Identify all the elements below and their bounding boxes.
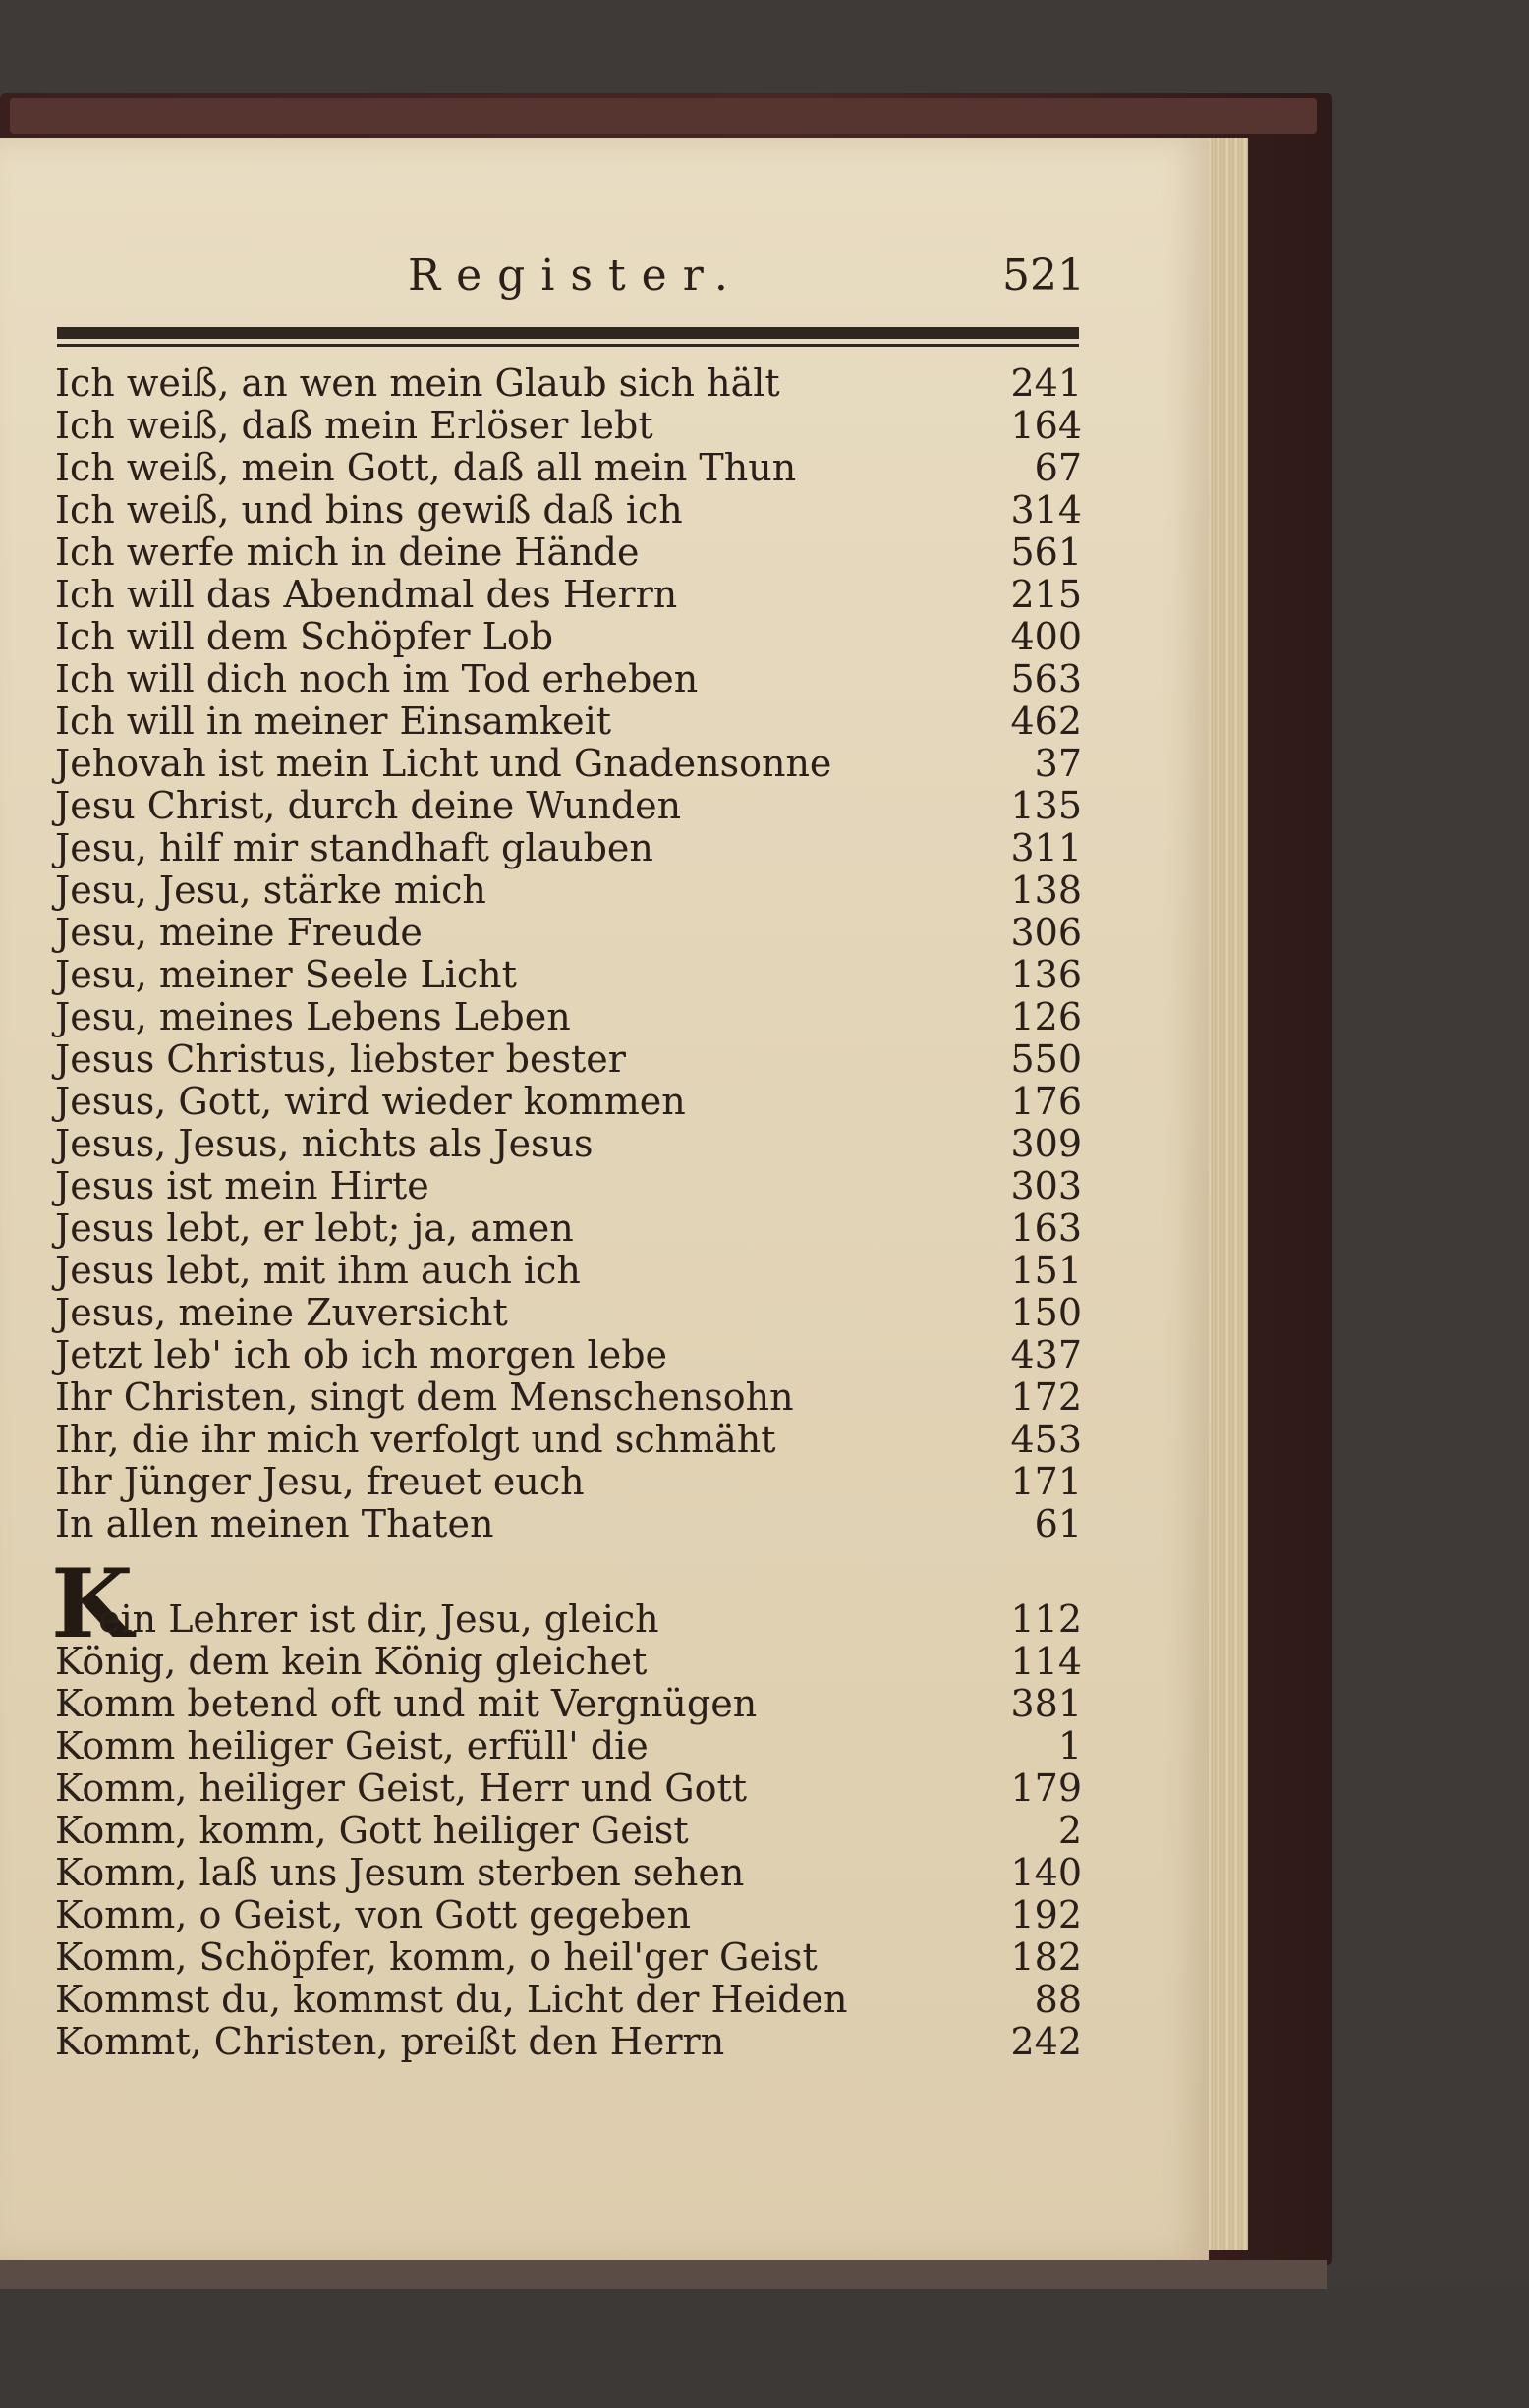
entry-page: 453 (1010, 1418, 1082, 1461)
entry-page: 176 (1010, 1080, 1082, 1123)
entry-page: 311 (1010, 826, 1082, 869)
entry-page: 126 (1010, 995, 1082, 1038)
entry-title: Jehovah ist mein Licht und Gnadensonne (55, 742, 832, 785)
page-number: 521 (1002, 251, 1085, 301)
entry-page: 67 (1034, 446, 1082, 489)
entry-title: Ich will in meiner Einsamkeit (55, 700, 611, 743)
index-entry (55, 953, 1082, 996)
entry-title: Ich weiß, an wen mein Glaub sich hält (55, 362, 780, 405)
index-entry (55, 1766, 1082, 1810)
index-entry (55, 1375, 1082, 1419)
header-rule (57, 327, 1079, 339)
entry-title: Jesu, meine Freude (55, 911, 423, 954)
index-entry (55, 1809, 1082, 1852)
entry-page: 550 (1010, 1037, 1082, 1081)
entry-page: 1 (1057, 1724, 1082, 1767)
background (0, 2289, 1529, 2408)
running-title: Register. (408, 251, 744, 301)
entry-page: 136 (1010, 953, 1082, 996)
index-entry (55, 404, 1082, 447)
index-entry (55, 1333, 1082, 1376)
entry-title: Jesus Christus, liebster bester (55, 1037, 626, 1081)
entry-title: Kommt, Christen, preißt den Herrn (55, 2020, 725, 2063)
index-entry (55, 446, 1082, 489)
index-entry (55, 1206, 1082, 1250)
index-entry (55, 784, 1082, 827)
index-entry (55, 531, 1082, 574)
index-entry (55, 1851, 1082, 1894)
entry-title: Komm, Schöpfer, komm, o heil'ger Geist (55, 1935, 818, 1979)
entry-page: 114 (1010, 1640, 1082, 1683)
index-entry (55, 1597, 1082, 1641)
entry-page: 241 (1010, 362, 1082, 405)
index-entry (55, 911, 1082, 954)
entry-title: Jesu Christ, durch deine Wunden (55, 784, 682, 827)
index-entry (55, 1080, 1082, 1123)
entry-page: 138 (1010, 868, 1082, 912)
index-entry (55, 1460, 1082, 1503)
index-entry (55, 657, 1082, 700)
index-entry (55, 362, 1082, 405)
entry-title: In allen meinen Thaten (55, 1502, 494, 1545)
entry-title: Komm, o Geist, von Gott gegeben (55, 1893, 692, 1936)
entry-page: 135 (1010, 784, 1082, 827)
index-entry (55, 488, 1082, 532)
entry-title: Ihr, die ihr mich verfolgt und schmäht (55, 1418, 776, 1461)
entry-title: König, dem kein König gleichet (55, 1640, 648, 1683)
entry-title: Jesus, Gott, wird wieder kommen (55, 1080, 686, 1123)
entry-page: 462 (1010, 700, 1082, 743)
entry-page: 151 (1010, 1249, 1082, 1292)
entry-page: 437 (1010, 1333, 1082, 1376)
entry-title: ein Lehrer ist dir, Jesu, gleich (98, 1597, 659, 1641)
entry-page: 140 (1010, 1851, 1082, 1894)
index-entry (55, 1418, 1082, 1461)
entry-title: Ihr Christen, singt dem Menschensohn (55, 1375, 794, 1419)
index-entry (55, 2020, 1082, 2063)
entry-page: 2 (1057, 1809, 1082, 1852)
cover-top-edge (10, 98, 1317, 134)
entry-title: Ich will dich noch im Tod erheben (55, 657, 699, 700)
entry-page: 88 (1034, 1978, 1082, 2021)
index-entry (55, 700, 1082, 743)
entry-title: Komm betend oft und mit Vergnügen (55, 1682, 758, 1725)
entry-title: Komm, komm, Gott heiliger Geist (55, 1809, 689, 1852)
entry-title: Ich weiß, und bins gewiß daß ich (55, 488, 683, 532)
entry-title: Jesus, Jesus, nichts als Jesus (55, 1122, 594, 1165)
entry-title: Komm, laß uns Jesum sterben sehen (55, 1851, 745, 1894)
entry-page: 561 (1010, 531, 1082, 574)
entry-title: Jesu, meiner Seele Licht (55, 953, 517, 996)
entry-title: Ich weiß, daß mein Erlöser lebt (55, 404, 653, 447)
entry-title: Jesus, meine Zuversicht (55, 1291, 508, 1334)
index-entry (55, 573, 1082, 616)
entry-title: Jesus lebt, er lebt; ja, amen (55, 1206, 574, 1250)
index-entry (55, 1502, 1082, 1545)
entry-title: Jesu, meines Lebens Leben (55, 995, 571, 1038)
index-entry (55, 1978, 1082, 2021)
index-entry (55, 1037, 1082, 1081)
entry-page: 164 (1010, 404, 1082, 447)
entry-page: 37 (1034, 742, 1082, 785)
book-bottom-edge (0, 2260, 1327, 2289)
entry-title: Ich werfe mich in deine Hände (55, 531, 640, 574)
index-entry (55, 1935, 1082, 1979)
entry-page: 400 (1010, 615, 1082, 658)
index-entry (55, 1724, 1082, 1767)
index-entry (55, 742, 1082, 785)
entry-page: 192 (1010, 1893, 1082, 1936)
header-rule-thin (57, 344, 1079, 347)
index-entry (55, 1640, 1082, 1683)
index-entry (55, 615, 1082, 658)
index-entry (55, 995, 1082, 1038)
entry-title: Jetzt leb' ich ob ich morgen lebe (55, 1333, 668, 1376)
entry-title: Komm, heiliger Geist, Herr und Gott (55, 1766, 748, 1810)
entry-page: 61 (1034, 1502, 1082, 1545)
index-entry (55, 1164, 1082, 1207)
entry-page: 112 (1010, 1597, 1082, 1641)
entry-title: Jesu, Jesu, stärke mich (55, 868, 486, 912)
entry-page: 563 (1010, 657, 1082, 700)
index-entry (55, 1291, 1082, 1334)
entry-title: Ich weiß, mein Gott, daß all mein Thun (55, 446, 797, 489)
index-entry (55, 1682, 1082, 1725)
entry-page: 306 (1010, 911, 1082, 954)
entry-page: 179 (1010, 1766, 1082, 1810)
section-initial-k: K (51, 1548, 134, 1659)
entry-page: 171 (1010, 1460, 1082, 1503)
entry-title: Ihr Jünger Jesu, freuet euch (55, 1460, 585, 1503)
entry-title: Kommst du, kommst du, Licht der Heiden (55, 1978, 848, 2021)
entry-title: Ich will das Abendmal des Herrn (55, 573, 678, 616)
index-entry (55, 826, 1082, 869)
entry-page: 314 (1010, 488, 1082, 532)
entry-page: 303 (1010, 1164, 1082, 1207)
entry-page: 163 (1010, 1206, 1082, 1250)
entry-title: Komm heiliger Geist, erfüll' die (55, 1724, 649, 1767)
entry-page: 242 (1010, 2020, 1082, 2063)
index-entry (55, 1122, 1082, 1165)
entry-title: Jesus ist mein Hirte (55, 1164, 429, 1207)
index-entry (55, 1893, 1082, 1936)
entry-page: 150 (1010, 1291, 1082, 1334)
entry-page: 309 (1010, 1122, 1082, 1165)
index-entry (55, 1249, 1082, 1292)
entry-page: 172 (1010, 1375, 1082, 1419)
entry-title: Jesus lebt, mit ihm auch ich (55, 1249, 581, 1292)
entry-title: Jesu, hilf mir standhaft glauben (55, 826, 653, 869)
entry-page: 182 (1010, 1935, 1082, 1979)
entry-page: 215 (1010, 573, 1082, 616)
index-entry (55, 868, 1082, 912)
entry-title: Ich will dem Schöpfer Lob (55, 615, 554, 658)
entry-page: 381 (1010, 1682, 1082, 1725)
